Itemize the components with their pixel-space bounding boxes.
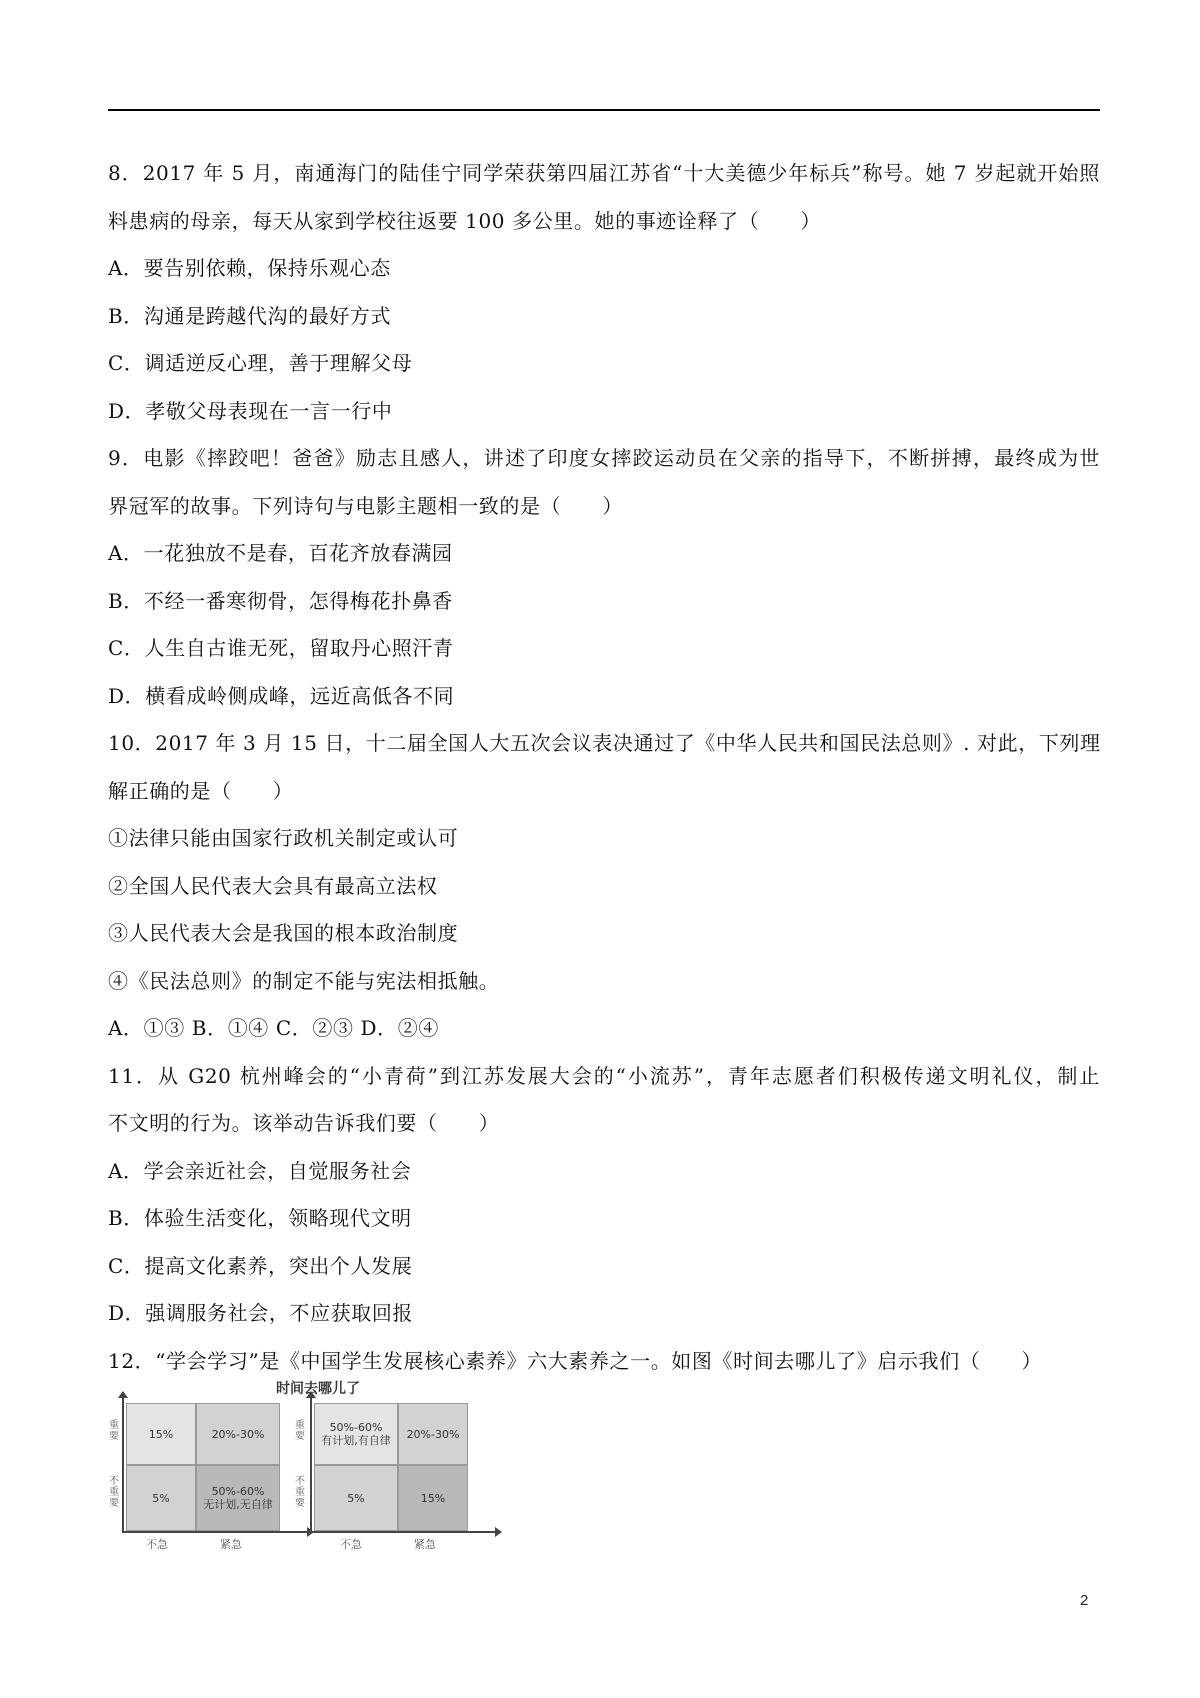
- q9-stem-line-2: 界冠军的故事。下列诗句与电影主题相一致的是（ ）: [108, 493, 623, 518]
- q10-statement-1: ①法律只能由国家行政机关制定或认可: [108, 826, 459, 850]
- q9-option-b: B．不经一番寒彻骨，怎得梅花扑鼻香: [108, 588, 453, 613]
- q8-option-c: C．调适逆反心理，善于理解父母: [108, 351, 413, 375]
- q8-stem-line-1: 8．2017 年 5 月，南通海门的陆佳宁同学荣获第四届江苏省“十大美德少年标兵”称号。她 7 岁起就开始照: [108, 161, 1100, 185]
- left-cell-not-important-urgent: 50%-60% 无计划,无自律: [196, 1465, 280, 1531]
- q9-option-d: D．横看成岭侧成峰，远近高低各不同: [108, 683, 455, 708]
- q10-statement-2: ②全国人民代表大会具有最高立法权: [108, 873, 438, 898]
- q11-option-b: B．体验生活变化，领略现代文明: [108, 1206, 412, 1230]
- left-ylabel-not-important: 不重要: [109, 1476, 119, 1509]
- document-body: [108, 150, 1100, 1385]
- right-cell-not-important-not-urgent: 5%: [314, 1465, 398, 1531]
- q11-stem-line-2: 不文明的行为。该举动告诉我们要（ ）: [108, 1111, 500, 1135]
- q11-stem-line-1: 11．从 G20 杭州峰会的“小青荷”到江苏发展大会的“小流苏”，青年志愿者们积极传递文明礼仪，制止: [108, 1063, 1100, 1088]
- right-ylabel-not-important: 不重要: [295, 1476, 305, 1509]
- right-y-axis: [310, 1397, 312, 1533]
- q11-option-c: C．提高文化素养，突出个人发展: [108, 1253, 413, 1278]
- left-xlabel-not-urgent: 不急: [146, 1538, 168, 1551]
- q10-statement-3: ③人民代表大会是我国的根本政治制度: [108, 921, 459, 945]
- right-cell-important-urgent: 20%-30%: [398, 1403, 468, 1465]
- q10-statement-4: ④《民法总则》的制定不能与宪法相抵触。: [108, 968, 500, 993]
- q9-option-c: C．人生自古谁无死，留取丹心照汗青: [108, 636, 454, 660]
- right-matrix: [314, 1403, 490, 1533]
- q9-option-a: A．一花独放不是春，百花齐放春满园: [108, 541, 453, 565]
- q10-stem-line-2: 解正确的是（ ）: [108, 778, 294, 803]
- figure-title: 时间去哪儿了: [276, 1381, 360, 1397]
- left-matrix: [126, 1403, 302, 1533]
- q8-option-b: B．沟通是跨越代沟的最好方式: [108, 303, 392, 328]
- q8-option-d: D．孝敬父母表现在一言一行中: [108, 398, 393, 423]
- header-rule: [108, 109, 1100, 111]
- left-y-axis: [122, 1397, 124, 1533]
- q10-stem-line-1: 10．2017 年 3 月 15 日，十二届全国人大五次会议表决通过了《中华人民共和国民法总则》. 对此，下列理: [108, 731, 1101, 755]
- right-xlabel-not-urgent: 不急: [340, 1538, 362, 1551]
- q8-option-a: A．要告别依赖，保持乐观心态: [108, 256, 391, 280]
- q9-stem-line-1: 9．电影《摔跤吧！爸爸》励志且感人，讲述了印度女摔跤运动员在父亲的指导下，不断拼搏，最终成为世: [108, 446, 1100, 470]
- left-x-axis: [122, 1531, 308, 1533]
- left-cell-important-urgent: 20%-30%: [196, 1403, 280, 1465]
- left-ylabel-important: 重要: [109, 1420, 119, 1442]
- q11-option-a: A．学会亲近社会，自觉服务社会: [108, 1158, 412, 1183]
- right-cell-important-not-urgent: 50%-60% 有计划,有自律: [314, 1403, 398, 1465]
- right-cell-not-important-urgent: 15%: [398, 1465, 468, 1531]
- page-number: 2: [1080, 1592, 1089, 1609]
- left-xlabel-urgent: 紧急: [220, 1538, 242, 1551]
- q12-stem-line-1: 12．“学会学习”是《中国学生发展核心素养》六大素养之一。如图《时间去哪儿了》启示我们（ ）: [108, 1348, 1043, 1373]
- q11-option-d: D．强调服务社会，不应获取回报: [108, 1301, 414, 1325]
- time-matrix-figure: [108, 1378, 516, 1550]
- q10-options: A．①③ B．①④ C．②③ D．②④: [108, 1016, 439, 1040]
- right-ylabel-important: 重要: [295, 1420, 305, 1442]
- q8-stem-line-2: 料患病的母亲，每天从家到学校往返要 100 多公里。她的事迹诠释了（ ）: [108, 208, 822, 233]
- left-cell-important-not-urgent: 15%: [126, 1403, 196, 1465]
- left-cell-not-important-not-urgent: 5%: [126, 1465, 196, 1531]
- right-x-axis: [310, 1531, 496, 1533]
- right-xlabel-urgent: 紧急: [414, 1538, 436, 1551]
